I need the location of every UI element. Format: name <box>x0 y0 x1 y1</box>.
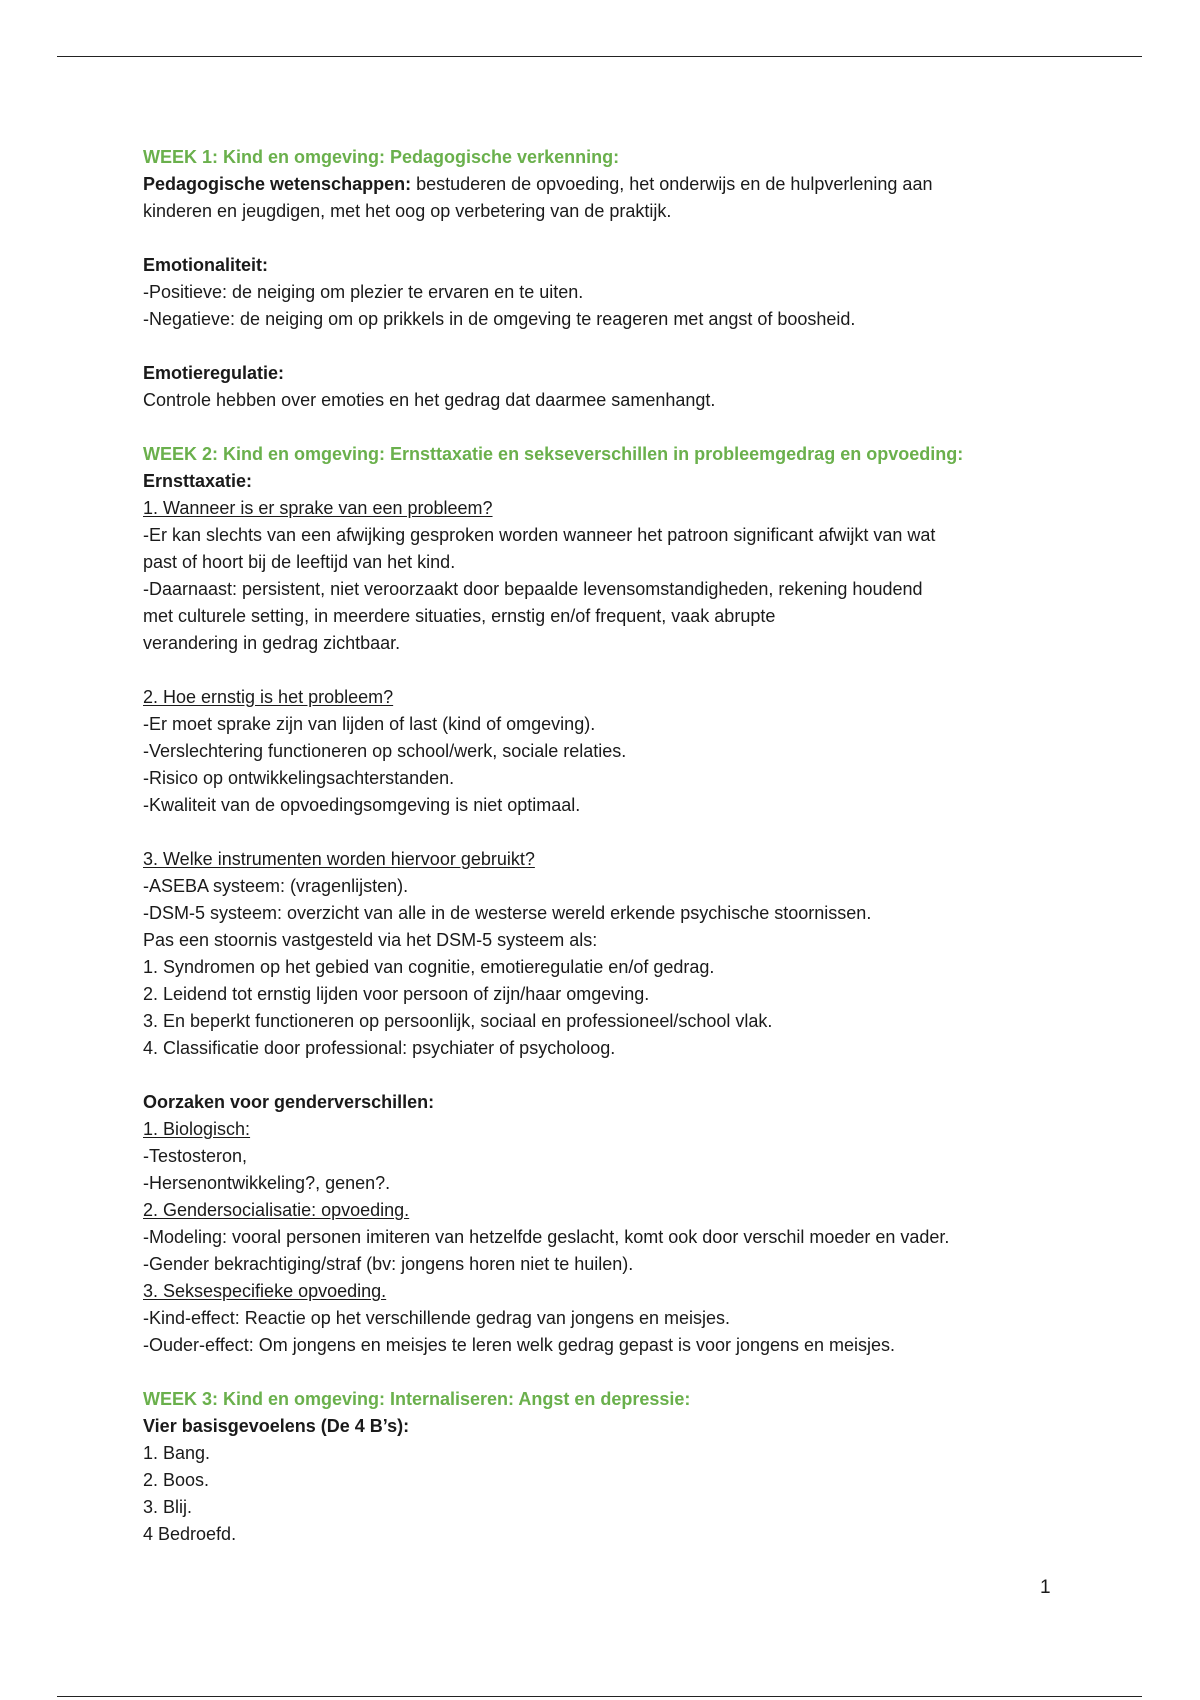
document-body <box>143 144 1083 1548</box>
list-item: -Kwaliteit van de opvoedingsomgeving is niet optimaal. <box>143 795 581 815</box>
spacer <box>143 225 1083 252</box>
list-item: -Risico op ontwikkelingsachterstanden. <box>143 768 455 788</box>
ped-definition-line-2: kinderen en jeugdigen, met het oog op verbetering van de praktijk. <box>143 201 672 221</box>
ped-definition-1: bestuderen de opvoeding, het onderwijs en de hulpverlening aan <box>411 174 933 194</box>
spacer <box>143 657 1083 684</box>
week3-heading: WEEK 3: Kind en omgeving: Internaliseren: Angst en depressie: <box>143 1389 691 1409</box>
basisgevoelens-title: Vier basisgevoelens (De 4 B’s): <box>143 1416 410 1436</box>
ped-term: Pedagogische wetenschappen: <box>143 174 412 194</box>
list-item: -Hersenontwikkeling?, genen?. <box>143 1173 391 1193</box>
list-item: -Positieve: de neiging om plezier te ervaren en te uiten. <box>143 282 584 302</box>
list-item: 1. Syndromen op het gebied van cognitie, emotieregulatie en/of gedrag. <box>143 957 715 977</box>
list-item: 3. Blij. <box>143 1497 193 1517</box>
spacer <box>143 333 1083 360</box>
question-3: 3. Welke instrumenten worden hiervoor gebruikt? <box>143 849 535 869</box>
list-item: -DSM-5 systeem: overzicht van alle in de westerse wereld erkende psychische stoornissen. <box>143 903 872 923</box>
list-item: past of hoort bij de leeftijd van het kind. <box>143 552 456 572</box>
footer-rule <box>57 1696 1142 1697</box>
spacer <box>143 414 1083 441</box>
emotieregulatie-title: Emotieregulatie: <box>143 363 285 383</box>
list-item: Pas een stoornis vastgesteld via het DSM-5 systeem als: <box>143 930 598 950</box>
question-2: 2. Hoe ernstig is het probleem? <box>143 687 394 707</box>
list-item: -Modeling: vooral personen imiteren van hetzelfde geslacht, komt ook door verschil moeder en vader. <box>143 1227 950 1247</box>
list-item: -Er kan slechts van een afwijking gesproken worden wanneer het patroon significant afwijkt van wat <box>143 525 936 545</box>
spacer <box>143 1359 1083 1386</box>
list-item: -Gender bekrachtiging/straf (bv: jongens horen niet te huilen). <box>143 1254 634 1274</box>
list-item: 4 Bedroefd. <box>143 1524 237 1544</box>
gender-cause-2: 2. Gendersocialisatie: opvoeding. <box>143 1200 410 1220</box>
list-item: -Testosteron, <box>143 1146 248 1166</box>
list-item: -Daarnaast: persistent, niet veroorzaakt door bepaalde levensomstandigheden, rekening houdend <box>143 579 923 599</box>
ped-definition-line-1 <box>143 171 1083 198</box>
list-item: -Verslechtering functioneren op school/werk, sociale relaties. <box>143 741 627 761</box>
gender-title: Oorzaken voor genderverschillen: <box>143 1092 435 1112</box>
week1-heading: WEEK 1: Kind en omgeving: Pedagogische verkenning: <box>143 147 620 167</box>
list-item: -ASEBA systeem: (vragenlijsten). <box>143 876 409 896</box>
week2-heading: WEEK 2: Kind en omgeving: Ernsttaxatie en sekseverschillen in probleemgedrag en opvoeding: <box>143 444 964 464</box>
list-item: 4. Classificatie door professional: psychiater of psycholoog. <box>143 1038 616 1058</box>
ernsttaxatie-title: Ernsttaxatie: <box>143 471 253 491</box>
page-number: 1 <box>1040 1577 1051 1598</box>
gender-cause-1: 1. Biologisch: <box>143 1119 251 1139</box>
list-item: -Kind-effect: Reactie op het verschillende gedrag van jongens en meisjes. <box>143 1308 731 1328</box>
emotieregulatie-text: Controle hebben over emoties en het gedrag dat daarmee samenhangt. <box>143 390 716 410</box>
gender-cause-3: 3. Seksespecifieke opvoeding. <box>143 1281 387 1301</box>
list-item: 1. Bang. <box>143 1443 211 1463</box>
spacer <box>143 819 1083 846</box>
list-item: -Ouder-effect: Om jongens en meisjes te leren welk gedrag gepast is voor jongens en meisjes. <box>143 1335 896 1355</box>
list-item: -Er moet sprake zijn van lijden of last (kind of omgeving). <box>143 714 596 734</box>
header-rule <box>57 56 1142 57</box>
list-item: met culturele setting, in meerdere situaties, ernstig en/of frequent, vaak abrupte <box>143 606 776 626</box>
list-item: verandering in gedrag zichtbaar. <box>143 633 401 653</box>
emotionaliteit-title: Emotionaliteit: <box>143 255 268 275</box>
list-item: 2. Boos. <box>143 1470 210 1490</box>
list-item: -Negatieve: de neiging om op prikkels in de omgeving te reageren met angst of boosheid. <box>143 309 856 329</box>
list-item: 3. En beperkt functioneren op persoonlijk, sociaal en professioneel/school vlak. <box>143 1011 773 1031</box>
list-item: 2. Leidend tot ernstig lijden voor persoon of zijn/haar omgeving. <box>143 984 650 1004</box>
spacer <box>143 1062 1083 1089</box>
question-1: 1. Wanneer is er sprake van een probleem? <box>143 498 493 518</box>
